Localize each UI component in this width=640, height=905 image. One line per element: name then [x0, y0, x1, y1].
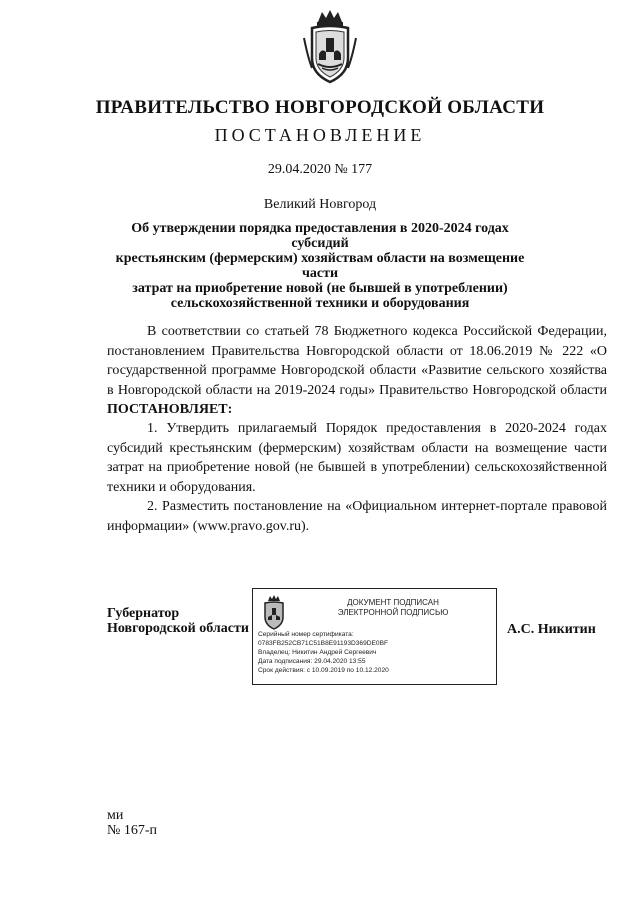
serial-number: 0783FB252CB71C51B8E91193D369DE0BF [258, 640, 389, 647]
date-and-number: 29.04.2020 № 177 [267, 162, 373, 177]
stamp-heading [293, 598, 493, 618]
stamp-details [258, 630, 494, 675]
preamble-paragraph [107, 322, 607, 420]
serial-label: Серийный номер сертификата: [258, 631, 354, 638]
document-title [110, 221, 530, 311]
preamble-text: В соответствии со статьей 78 Бюджетного кодекса Российской Федерации, постановлением Правительства Новгородской области от 18.06.2019 № 222 «О государственной программе Новгородской области «Развитие сельского хозяйства в Новгородской области на 2019-2024 годы» Правительство Новгородской области [107, 324, 607, 398]
coat-of-arms-icon [300, 8, 360, 88]
title-line: Об утверждении порядка предоставления в 2020-2024 годах субсидий [131, 221, 509, 251]
footer-initials: ми [107, 808, 124, 823]
resolves-keyword: ПОСТАНОВЛЯЕТ: [107, 402, 233, 418]
position-line: Новгородской области [107, 621, 249, 636]
title-line: крестьянским (фермерским) хозяйствам области на возмещение части [115, 251, 525, 281]
position-line: Губернатор [107, 606, 180, 621]
government-name: ПРАВИТЕЛЬСТВО НОВГОРОДСКОЙ ОБЛАСТИ [95, 97, 545, 118]
item-2-paragraph: 2. Разместить постановление на «Официальном интернет-портале правовой информации» (www.pravo.gov.ru). [107, 499, 607, 534]
stamp-heading-line: ДОКУМЕНТ ПОДПИСАН [347, 598, 439, 607]
city: Великий Новгород [263, 197, 377, 212]
owner: Владелец: Никитин Андрей Сергеевич [258, 649, 377, 656]
electronic-signature-stamp [252, 588, 497, 685]
item-1-paragraph: 1. Утвердить прилагаемый Порядок предоставления в 2020-2024 годах субсидий крестьянским (фермерским) хозяйствам области на возмещение части затрат на приобретение новой (не бывшей в употреблении) сельскохозяйственной техники и оборудования. [107, 421, 607, 495]
validity-period: Срок действия: с 10.09.2019 по 10.12.2020 [258, 667, 389, 674]
document-type: ПОСТАНОВЛЕНИЕ [214, 125, 426, 145]
title-line: затрат на приобретение новой (не бывшей в употреблении) [132, 281, 508, 296]
title-line: сельскохозяйственной техники и оборудования [170, 296, 470, 311]
footer-code: № 167-п [107, 823, 158, 838]
signed-date: Дата подписания: 29.04.2020 13:55 [258, 658, 366, 665]
footer-registration [107, 808, 157, 838]
coat-of-arms-icon [260, 595, 288, 631]
signatory-name: А.С. Никитин [507, 622, 596, 637]
stamp-heading-line: ЭЛЕКТРОННОЙ ПОДПИСЬЮ [337, 608, 449, 617]
signatory-position [107, 606, 249, 636]
